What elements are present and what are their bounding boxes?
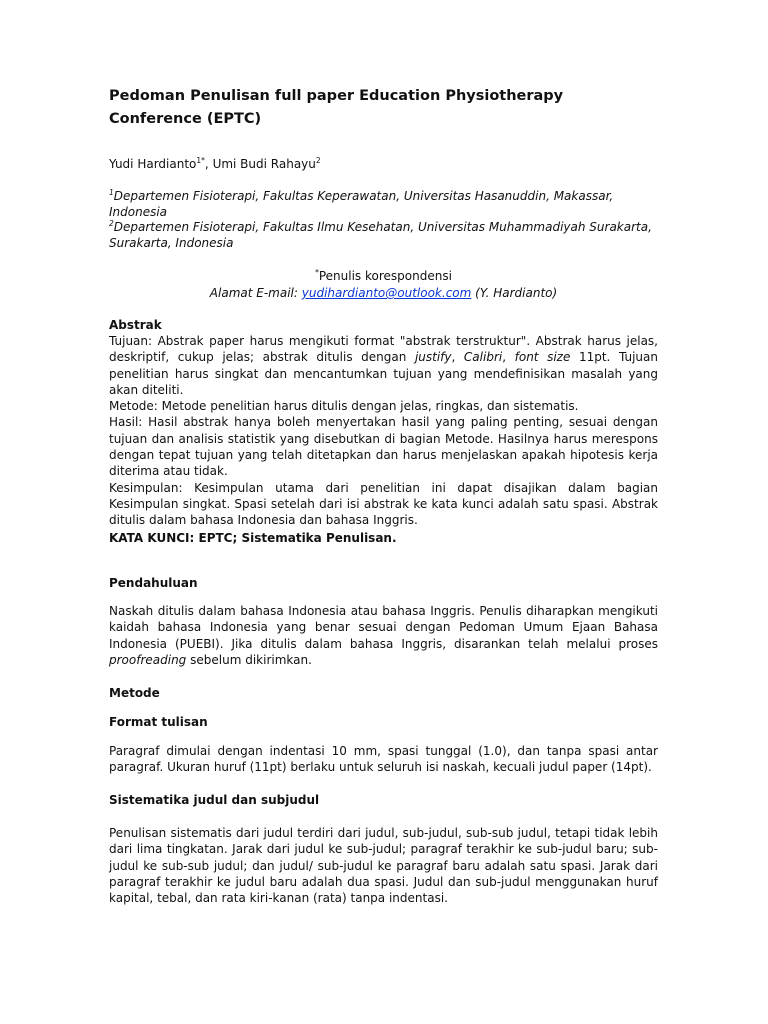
abstract-hasil: Hasil: Hasil abstrak hanya boleh menyertakan hasil yang paling penting, sesuai dengan tujuan dan analisis statistik yang disebutkan di bagian Metode. Hasilnya harus merespons dengan tepat tujuan yang telah ditetapkan dan harus menjelaskan apakah hipotesis kerja diterima atau tidak. xyxy=(109,415,658,479)
affiliation-1 xyxy=(109,188,658,221)
format-paragraph: Paragraf dimulai dengan indentasi 10 mm, spasi tunggal (1.0), dan tanpa spasi antar paragraf. Ukuran huruf (11pt) berlaku untuk seluruh isi naskah, kecuali judul paper (14pt). xyxy=(109,744,658,775)
subheading-format-tulisan: Format tulisan xyxy=(109,715,208,729)
email-suffix: (Y. Hardianto) xyxy=(471,286,558,300)
abstract-metode: Metode: Metode penelitian harus ditulis dengan jelas, ringkas, dan sistematis. xyxy=(109,399,579,414)
email-link[interactable]: yudihardianto@outlook.com xyxy=(301,286,472,300)
section-heading-pendahuluan: Pendahuluan xyxy=(109,576,198,590)
email-prefix: Alamat E-mail: xyxy=(209,286,302,300)
abstract-tujuan-italic-1: justify xyxy=(414,350,452,365)
correspondence-text: Penulis korespondensi xyxy=(318,269,452,283)
abstract-body xyxy=(109,333,658,529)
pendahuluan-text-1: Naskah ditulis dalam bahasa Indonesia atau bahasa Inggris. Penulis diharapkan mengikuti kaidah bahasa Indonesia yang benar sesuai dengan Pedoman Umum Ejaan Bahasa Indonesia (PUEBI). Jika ditulis dalam bahasa Inggris, disarankan telah melalui proses xyxy=(109,604,658,651)
abstract-tujuan-text-1: Tujuan: Abstrak paper harus mengikuti format "abstrak terstruktur". Abstrak harus jelas, deskriptif, cukup jelas; abstrak ditulis dengan xyxy=(109,334,658,365)
abstract-tujuan-italic-2: Calibri xyxy=(463,350,503,365)
section-heading-metode: Metode xyxy=(109,686,160,700)
pendahuluan-italic: proofreading xyxy=(109,652,187,667)
keywords: KATA KUNCI: EPTC; Sistematika Penulisan. xyxy=(109,531,397,545)
affiliation-2-superscript: 2 xyxy=(109,219,114,228)
author-separator: , xyxy=(204,157,213,171)
abstract-kesimpulan: Kesimpulan: Kesimpulan utama dari penelitian ini dapat disajikan dalam bagian Kesimpulan singkat. Spasi setelah dari isi abstrak ke kata kunci adalah satu spasi. Abstrak ditulis dalam bahasa Indonesia dan bahasa Inggris. xyxy=(109,480,658,528)
abstract-tujuan xyxy=(109,333,658,398)
correspondence-email-line xyxy=(109,285,658,301)
affiliation-1-text: Departemen Fisioterapi, Fakultas Keperawatan, Universitas Hasanuddin, Makassar, Indonesia xyxy=(109,189,614,220)
author-2-superscript: 2 xyxy=(315,156,321,165)
abstract-tujuan-text-3: , xyxy=(502,350,515,365)
abstract-tujuan-italic-3: font size xyxy=(514,350,571,365)
affiliation-2 xyxy=(109,219,658,252)
correspondence-superscript: * xyxy=(315,268,319,277)
abstract-heading: Abstrak xyxy=(109,318,162,332)
abstract-tujuan-text-2: , xyxy=(451,350,464,365)
author-line xyxy=(109,156,658,172)
correspondence-label xyxy=(109,268,658,284)
affiliation-2-text: Departemen Fisioterapi, Fakultas Ilmu Kesehatan, Universitas Muhammadiyah Surakarta, Surakarta, Indonesia xyxy=(109,220,652,251)
abstract-tujuan-text-4: 11pt. Tujuan penelitian harus singkat dan mencantumkan tujuan yang mendefinisikan masalah yang akan diteliti. xyxy=(109,350,658,397)
sistematika-paragraph: Penulisan sistematis dari judul terdiri dari judul, sub-judul, sub-sub judul, tetapi tidak lebih dari lima tingkatan. Jarak dari judul ke sub-judul; paragraf terakhir ke sub-judul baru; sub-judul ke sub-sub judul; dan judul/ sub-judul ke paragraf baru adalah satu spasi. Jarak dari paragraf terakhir ke judul baru adalah dua spasi. Judul dan sub-judul menggunakan huruf kapital, tebal, dan rata kiri-kanan (rata) tanpa indentasi. xyxy=(109,826,658,906)
subheading-sistematika: Sistematika judul dan subjudul xyxy=(109,793,320,807)
pendahuluan-text-2: sebelum dikirimkan. xyxy=(186,652,312,667)
author-2: Umi Budi Rahayu xyxy=(212,157,316,171)
affiliation-1-superscript: 1 xyxy=(109,188,114,197)
pendahuluan-paragraph xyxy=(109,603,658,668)
author-1-superscript: 1* xyxy=(196,156,205,165)
author-1: Yudi Hardianto xyxy=(109,157,197,171)
paper-title: Pedoman Penulisan full paper Education Physiotherapy Conference (EPTC) xyxy=(109,88,564,127)
